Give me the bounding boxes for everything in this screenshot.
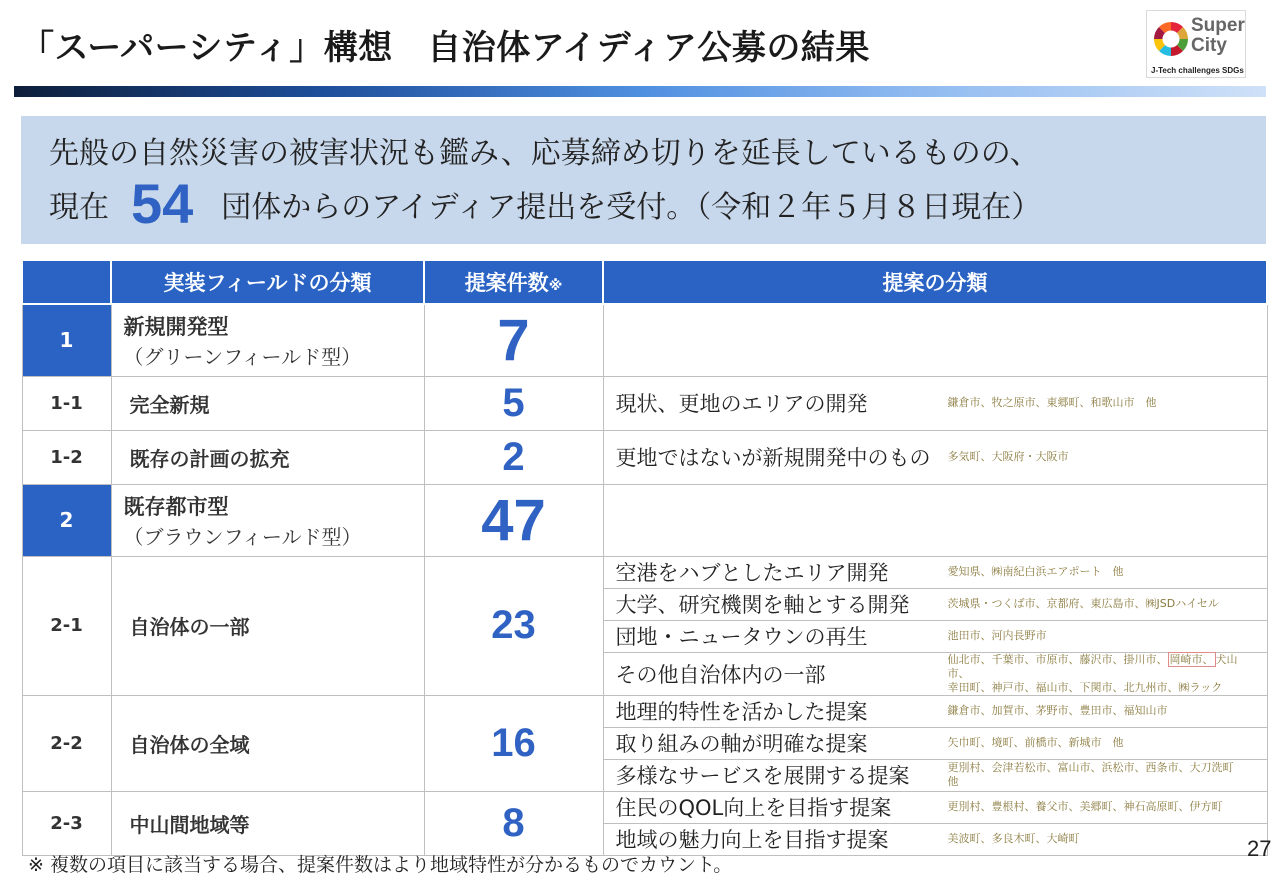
category-label: 団地・ニュータウンの再生: [615, 625, 868, 649]
field-sub: （ブラウンフィールド型）: [123, 524, 362, 549]
footnote: ※ 複数の項目に該当する場合、提案件数はより地域特性が分かるものでカウント。: [28, 854, 733, 876]
summary-prefix: 現在: [49, 190, 109, 225]
category-cell: [603, 759, 1267, 791]
table-row: [22, 695, 1267, 727]
category-cell: [603, 588, 1267, 620]
summary-suffix: 団体からのアイディア提出を受付。（令和２年５月８日現在）: [221, 190, 1042, 225]
row-field: [111, 304, 424, 376]
category-label: 地域の魅力向上を目指す提案: [615, 828, 889, 852]
category-label: 現状、更地のエリアの開発: [615, 392, 868, 416]
row-count: 23: [424, 556, 603, 695]
table-row: [22, 484, 1267, 556]
row-id: 2: [22, 484, 111, 556]
category-examples: 仙北市、千葉市、市原市、藤沢市、掛川市、 岡崎市、 犬山市、 幸田町、神戸市、福山市、下関市、北九州市、㈱ラック: [947, 652, 1238, 694]
row-field: 中山間地域等: [111, 791, 424, 855]
category-examples: 愛知県、㈱南紀白浜エアポート 他: [947, 565, 1124, 578]
category-examples: 池田市、河内長野市: [947, 629, 1047, 642]
category-cell: [603, 791, 1267, 823]
highlighted-city: 岡崎市、: [1169, 652, 1214, 666]
page-title: 「スーパーシティ」構想 自治体アイディア公募の結果: [20, 28, 870, 68]
header-category: 提案の分類: [603, 260, 1267, 304]
summary-count: 54: [131, 172, 194, 235]
row-id: 1-1: [22, 376, 111, 430]
logo-line2: City: [1191, 35, 1227, 56]
header-count: 提案件数※: [424, 260, 603, 304]
summary-line1: 先般の自然災害の被害状況も鑑み、応募締め切りを延長しているものの、: [49, 136, 1040, 171]
field-name: 新規開発型: [123, 314, 229, 339]
super-city-logo: [1146, 10, 1246, 78]
row-count: 47: [424, 484, 603, 556]
table-row: [22, 791, 1267, 823]
row-id: 1: [22, 304, 111, 376]
sdgs-wheel-icon: [1153, 21, 1189, 57]
category-label: 地理的特性を活かした提案: [615, 700, 868, 724]
category-examples: 更別村、会津若松市、富山市、浜松市、西条市、大刀洗町 他: [947, 761, 1245, 788]
table-row: [22, 376, 1267, 430]
category-label: 取り組みの軸が明確な提案: [615, 732, 868, 756]
table-row: [22, 430, 1267, 484]
row-field: 既存の計画の拡充: [111, 430, 424, 484]
header-count-note: ※: [548, 278, 563, 294]
category-examples: 矢巾町、境町、前橋市、新城市 他: [947, 736, 1124, 749]
row-id: 2-1: [22, 556, 111, 695]
category-cell: [603, 652, 1267, 695]
field-sub: （グリーンフィールド型）: [123, 344, 362, 369]
row-field: [111, 484, 424, 556]
category-cell: [603, 727, 1267, 759]
header-id-cell: [22, 260, 111, 304]
category-examples: 鎌倉市、加賀市、茅野市、豊田市、福知山市: [947, 704, 1168, 717]
category-examples: 鎌倉市、牧之原市、東郷町、和歌山市 他: [947, 396, 1157, 409]
row-id: 2-3: [22, 791, 111, 855]
logo-tagline: J-Tech challenges SDGs: [1151, 66, 1244, 75]
category-label: 更地ではないが新規開発中のもの: [615, 446, 931, 470]
field-name: 既存都市型: [123, 494, 229, 519]
category-label: その他自治体内の一部: [615, 662, 826, 687]
category-label: 大学、研究機関を軸とする開発: [615, 593, 910, 617]
category-examples: 更別村、豊根村、養父市、美郷町、神石高原町、伊方町: [947, 800, 1223, 813]
category-examples: 茨城県・つくば市、京都府、東広島市、㈱JSDハイセル: [947, 597, 1219, 610]
category-cell: [603, 376, 1267, 430]
header-field: 実装フィールドの分類: [111, 260, 424, 304]
category-cell: [603, 620, 1267, 652]
row-field: 自治体の全域: [111, 695, 424, 791]
category-label: 多様なサービスを展開する提案: [615, 764, 910, 788]
page-number: 27: [1247, 836, 1272, 861]
row-count: 5: [424, 376, 603, 430]
summary-line2: [49, 172, 1042, 235]
table-row: [22, 304, 1267, 376]
row-id: 2-2: [22, 695, 111, 791]
row-category-empty: [603, 484, 1267, 556]
category-examples: 美波町、多良木町、大崎町: [947, 832, 1080, 845]
category-label: 住民のQOL向上を目指す提案: [615, 796, 892, 820]
row-count: 8: [424, 791, 603, 855]
row-category-empty: [603, 304, 1267, 376]
category-cell: [603, 695, 1267, 727]
logo-line1: Super: [1191, 15, 1245, 36]
summary-box: [21, 116, 1266, 244]
category-examples: 多気町、大阪府・大阪市: [947, 450, 1069, 463]
row-id: 1-2: [22, 430, 111, 484]
title-underline-bar: [14, 86, 1266, 97]
row-field: 自治体の一部: [111, 556, 424, 695]
category-cell: [603, 556, 1267, 588]
row-count: 2: [424, 430, 603, 484]
category-label: 空港をハブとしたエリア開発: [615, 561, 889, 585]
category-cell: [603, 430, 1267, 484]
row-count: 7: [424, 304, 603, 376]
table-row: [22, 556, 1267, 588]
row-field: 完全新規: [111, 376, 424, 430]
row-count: 16: [424, 695, 603, 791]
proposal-table: [21, 259, 1268, 856]
table-header-row: [22, 260, 1267, 304]
